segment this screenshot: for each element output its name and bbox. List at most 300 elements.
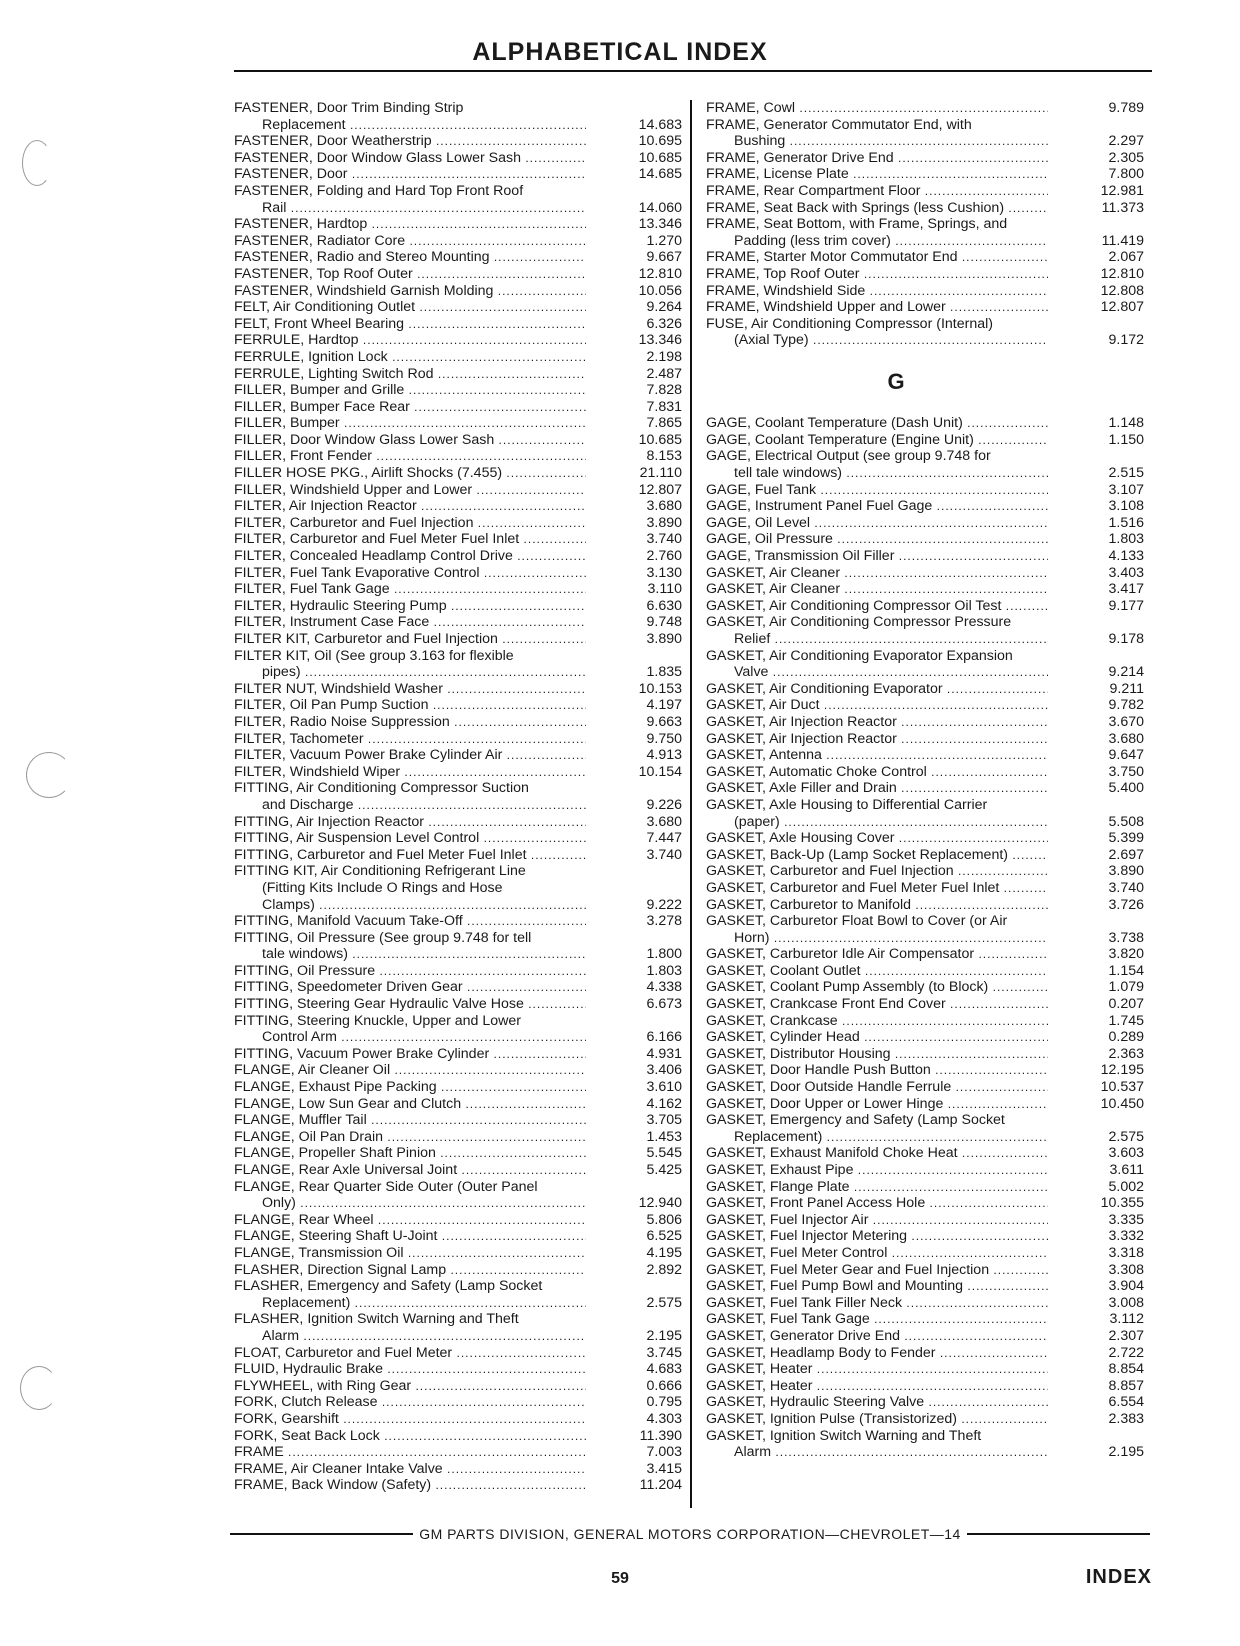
entry-text: FRAME, Rear Compartment Floor ..... xyxy=(706,183,1048,200)
index-entry xyxy=(234,1029,690,1046)
index-entry xyxy=(706,1278,1152,1295)
entry-group-number: 3.890 xyxy=(646,631,682,647)
section-letter: G xyxy=(887,369,905,395)
entry-group-number: 3.680 xyxy=(646,498,682,515)
index-entry xyxy=(706,648,1152,665)
entry-text: Replacement) ..... xyxy=(706,1129,1048,1146)
entry-group-number: 2.697 xyxy=(1108,846,1144,863)
entry-group-number: 4.197 xyxy=(646,697,682,714)
entry-text: FILTER KIT, Oil (See group 3.163 for flexible xyxy=(234,647,514,664)
footer-rule-left xyxy=(230,1533,413,1535)
index-entry xyxy=(706,233,1152,250)
punch-hole-mark xyxy=(22,140,52,186)
entry-group-number xyxy=(586,183,690,200)
entry-group-number: 0.289 xyxy=(1108,1029,1144,1046)
entry-text: FRAME, Top Roof Outer ..... xyxy=(706,266,1048,283)
entry-text: FASTENER, Top Roof Outer ..... xyxy=(234,266,586,283)
entry-text: GASKET, Exhaust Pipe ..... xyxy=(706,1162,1048,1179)
index-entry xyxy=(234,117,690,134)
entry-group-number xyxy=(1048,614,1152,631)
entry-group-number: 2.383 xyxy=(1108,1410,1144,1427)
entry-group-number: 3.680 xyxy=(1108,730,1144,747)
entry-text: GASKET, Carburetor and Fuel Meter Fuel Inlet ..... xyxy=(706,880,1048,897)
entry-text: FILTER, Fuel Tank Gage ..... xyxy=(234,581,586,598)
index-entry xyxy=(234,166,690,183)
entry-text: FASTENER, Door Window Glass Lower Sash ..... xyxy=(234,150,586,167)
entry-text: Replacement ..... xyxy=(234,117,586,134)
entry-text: Only) ..... xyxy=(234,1195,586,1212)
entry-group-number: 10.153 xyxy=(638,680,682,697)
entry-text: GASKET, Fuel Tank Filler Neck ..... xyxy=(706,1295,1048,1312)
index-entry xyxy=(234,399,690,416)
entry-text: GASKET, Fuel Injector Metering ..... xyxy=(706,1228,1048,1245)
entry-group-number: 12.810 xyxy=(638,265,682,282)
entry-text: GASKET, Air Conditioning Compressor Pressure xyxy=(706,614,1012,631)
entry-text: FRAME, License Plate ..... xyxy=(706,166,1048,183)
entry-group-number: 10.685 xyxy=(638,149,682,166)
index-entry xyxy=(706,332,1152,349)
entry-group-number: 3.611 xyxy=(1109,1162,1144,1179)
entry-group-number: 5.425 xyxy=(646,1162,682,1178)
index-entry xyxy=(706,1311,1152,1328)
entry-text: GASKET, Crankcase ..... xyxy=(706,1013,1048,1030)
entry-group-number: 3.904 xyxy=(1108,1278,1144,1295)
index-entry xyxy=(234,830,690,847)
index-entry xyxy=(234,797,690,814)
index-entry xyxy=(706,1245,1152,1262)
entry-group-number: 5.545 xyxy=(646,1145,682,1162)
entry-text: FITTING, Air Conditioning Compressor Suction xyxy=(234,780,529,797)
index-entry xyxy=(706,1444,1152,1461)
entry-text: FITTING, Carburetor and Fuel Meter Fuel Inlet ..... xyxy=(234,847,586,864)
index-entry xyxy=(706,200,1152,217)
entry-group-number: 0.666 xyxy=(646,1377,682,1394)
entry-text: FLANGE, Low Sun Gear and Clutch ..... xyxy=(234,1096,586,1113)
entry-group-number: 11.204 xyxy=(639,1477,682,1494)
entry-group-number xyxy=(586,880,690,897)
entry-group-number: 2.760 xyxy=(646,548,682,565)
index-entry xyxy=(706,1228,1152,1245)
entry-group-number: 2.515 xyxy=(1108,465,1144,482)
index-entry xyxy=(234,366,690,383)
entry-text: FLANGE, Steering Shaft U-Joint ..... xyxy=(234,1228,586,1245)
entry-group-number: 11.373 xyxy=(1101,199,1144,216)
entry-group-number: 7.828 xyxy=(646,382,682,399)
index-entry xyxy=(234,299,690,316)
entry-text: GASKET, Ignition Switch Warning and Theft xyxy=(706,1427,982,1444)
index-entry xyxy=(234,133,690,150)
index-entry xyxy=(234,731,690,748)
index-entry xyxy=(706,1129,1152,1146)
page-number: 59 xyxy=(611,1570,629,1587)
entry-text: FITTING, Vacuum Power Brake Cylinder ..... xyxy=(234,1046,586,1063)
entry-group-number: 1.745 xyxy=(1108,1012,1144,1029)
entry-text: FUSE, Air Conditioning Compressor (Internal) xyxy=(706,315,994,332)
entry-group-number: 1.803 xyxy=(1108,531,1144,548)
index-entry xyxy=(706,764,1152,781)
entry-text: FILTER, Hydraulic Steering Pump ..... xyxy=(234,598,586,615)
index-entry xyxy=(706,150,1152,167)
entry-group-number: 3.278 xyxy=(646,913,682,930)
index-entry xyxy=(234,316,690,333)
index-entry xyxy=(706,714,1152,731)
entry-group-number: 5.400 xyxy=(1108,780,1144,797)
entry-group-number xyxy=(586,1013,690,1030)
index-entry xyxy=(234,216,690,233)
entry-text: FASTENER, Door Weatherstrip ..... xyxy=(234,133,586,150)
entry-text: GASKET, Antenna ..... xyxy=(706,747,1048,764)
entry-text: GASKET, Fuel Meter Control ..... xyxy=(706,1245,1048,1262)
index-entry xyxy=(706,1345,1152,1362)
entry-text: GASKET, Front Panel Access Hole ..... xyxy=(706,1195,1048,1212)
entry-text: FILLER, Door Window Glass Lower Sash ..... xyxy=(234,432,586,449)
entry-group-number: 7.831 xyxy=(646,398,682,415)
index-entry xyxy=(234,283,690,300)
entry-group-number: 10.154 xyxy=(638,763,682,780)
index-entry xyxy=(706,1112,1152,1129)
entry-text: GASKET, Flange Plate ..... xyxy=(706,1179,1048,1196)
entry-group-number xyxy=(586,648,690,665)
index-entry xyxy=(706,614,1152,631)
entry-group-number: 3.107 xyxy=(1108,481,1144,498)
entry-text: FRAME, Cowl ..... xyxy=(706,100,1048,117)
entry-text: FITTING, Steering Gear Hydraulic Valve Hose ..... xyxy=(234,996,586,1013)
entry-text: GASKET, Distributor Housing ..... xyxy=(706,1046,1048,1063)
entry-text: (Fitting Kits Include O Rings and Hose xyxy=(262,879,503,896)
entry-text: FRAME, Windshield Side ..... xyxy=(706,283,1048,300)
entry-text: FLYWHEEL, with Ring Gear ..... xyxy=(234,1378,586,1395)
index-entry xyxy=(234,648,690,665)
entry-group-number: 14.683 xyxy=(638,116,682,133)
entry-group-number xyxy=(586,780,690,797)
index-entry xyxy=(234,963,690,980)
entry-group-number: 3.308 xyxy=(1108,1261,1144,1278)
entry-text: FRAME, Back Window (Safety) ..... xyxy=(234,1477,586,1494)
entry-group-number: 9.226 xyxy=(646,796,682,813)
index-entry xyxy=(706,1295,1152,1312)
entry-group-number: 6.326 xyxy=(646,315,682,332)
index-entry xyxy=(706,631,1152,648)
entry-group-number: 11.390 xyxy=(639,1427,682,1444)
entry-group-number: 2.195 xyxy=(646,1327,682,1344)
entry-text: Clamps) ..... xyxy=(234,897,586,914)
index-entry xyxy=(706,515,1152,532)
entry-text: GASKET, Coolant Pump Assembly (to Block) ..... xyxy=(706,979,1048,996)
index-entry xyxy=(706,415,1152,432)
entry-group-number: 9.172 xyxy=(1108,332,1144,349)
entry-group-number: 12.807 xyxy=(638,481,682,498)
entry-text: GASKET, Crankcase Front End Cover ..... xyxy=(706,996,1048,1013)
entry-text: FITTING, Speedometer Driven Gear ..... xyxy=(234,979,586,996)
index-entry xyxy=(234,200,690,217)
entry-group-number: 7.865 xyxy=(646,415,682,432)
entry-text: tell tale windows) ..... xyxy=(706,465,1048,482)
entry-group-number: 3.008 xyxy=(1108,1294,1144,1311)
entry-group-number: 3.745 xyxy=(646,1344,682,1361)
entry-text: Control Arm ..... xyxy=(234,1029,586,1046)
entry-group-number: 7.447 xyxy=(646,830,682,847)
entry-group-number: 8.153 xyxy=(646,448,682,465)
index-entry xyxy=(234,1295,690,1312)
entry-group-number: 1.800 xyxy=(646,946,682,963)
entry-group-number: 3.108 xyxy=(1108,498,1144,515)
index-entry xyxy=(234,897,690,914)
index-entry xyxy=(234,1145,690,1162)
entry-group-number: 12.810 xyxy=(1100,265,1144,282)
index-entry xyxy=(234,1096,690,1113)
index-entry xyxy=(706,814,1152,831)
index-entry xyxy=(706,100,1152,117)
index-entry xyxy=(234,1195,690,1212)
punch-hole-mark xyxy=(20,1366,58,1410)
entry-text: FILTER, Air Injection Reactor ..... xyxy=(234,498,586,515)
index-entry xyxy=(234,1212,690,1229)
entry-text: GASKET, Air Conditioning Evaporator Expansion xyxy=(706,647,1013,664)
entry-text: FLANGE, Muffler Tail ..... xyxy=(234,1112,586,1129)
entry-text: GASKET, Exhaust Manifold Choke Heat ..... xyxy=(706,1145,1048,1162)
entry-text: GAGE, Oil Level ..... xyxy=(706,515,1048,532)
index-entry xyxy=(234,233,690,250)
entry-group-number: 1.150 xyxy=(1108,431,1144,448)
entry-text: FERRULE, Lighting Switch Rod ..... xyxy=(234,366,586,383)
entry-text: FILTER, Radio Noise Suppression ..... xyxy=(234,714,586,731)
index-entry xyxy=(234,1411,690,1428)
entry-text: GAGE, Electrical Output (see group 9.748 for xyxy=(706,448,991,465)
entry-text: FLASHER, Emergency and Safety (Lamp Socket xyxy=(234,1278,543,1295)
entry-group-number: 9.782 xyxy=(1108,697,1144,714)
entry-group-number: 1.154 xyxy=(1108,962,1144,979)
entry-text: FLASHER, Ignition Switch Warning and Theft xyxy=(234,1311,519,1328)
entry-text: GASKET, Coolant Outlet ..... xyxy=(706,963,1048,980)
entry-group-number: 2.575 xyxy=(646,1294,682,1311)
index-entry xyxy=(706,996,1152,1013)
index-entry xyxy=(234,780,690,797)
entry-group-number: 9.789 xyxy=(1108,100,1144,116)
entry-text: FILTER KIT, Carburetor and Fuel Injection ..... xyxy=(234,631,586,648)
index-entry xyxy=(234,1461,690,1478)
entry-group-number: 3.406 xyxy=(646,1062,682,1079)
entry-text: GASKET, Generator Drive End ..... xyxy=(706,1328,1048,1345)
entry-group-number xyxy=(1048,117,1152,134)
entry-text: GASKET, Door Outside Handle Ferrule ..... xyxy=(706,1079,1048,1096)
entry-text: FILTER NUT, Windshield Washer ..... xyxy=(234,681,586,698)
index-entry xyxy=(234,432,690,449)
entry-group-number: 3.680 xyxy=(646,813,682,830)
entry-text: FILTER, Concealed Headlamp Control Drive ..... xyxy=(234,548,586,565)
entry-text: FRAME, Air Cleaner Intake Valve ..... xyxy=(234,1461,586,1478)
index-entry xyxy=(234,100,690,117)
entry-group-number: 5.508 xyxy=(1108,813,1144,830)
entry-group-number: 3.705 xyxy=(646,1112,682,1129)
entry-group-number: 14.685 xyxy=(638,166,682,183)
index-entry xyxy=(706,963,1152,980)
entry-text: FILTER, Oil Pan Pump Suction ..... xyxy=(234,697,586,714)
entry-group-number: 9.750 xyxy=(646,730,682,747)
entry-text: GASKET, Emergency and Safety (Lamp Socket xyxy=(706,1112,1005,1129)
index-entry xyxy=(234,415,690,432)
entry-text: FASTENER, Windshield Garnish Molding ..... xyxy=(234,283,586,300)
entry-text: FILTER, Vacuum Power Brake Cylinder Air ..... xyxy=(234,747,586,764)
entry-text: GASKET, Cylinder Head ..... xyxy=(706,1029,1048,1046)
index-entry xyxy=(234,598,690,615)
index-entry xyxy=(706,1212,1152,1229)
entry-text: FLOAT, Carburetor and Fuel Meter ..... xyxy=(234,1345,586,1362)
entry-group-number: 4.683 xyxy=(646,1361,682,1378)
entry-text: GASKET, Air Duct ..... xyxy=(706,697,1048,714)
entry-text: FILLER, Bumper ..... xyxy=(234,415,586,432)
entry-group-number: 3.750 xyxy=(1108,763,1144,780)
entry-text: GASKET, Fuel Injector Air ..... xyxy=(706,1212,1048,1229)
entry-group-number: 5.399 xyxy=(1108,830,1144,847)
index-entry xyxy=(706,299,1152,316)
index-entry xyxy=(234,548,690,565)
entry-text: FITTING, Manifold Vacuum Take-Off ..... xyxy=(234,913,586,930)
entry-text: FILTER, Carburetor and Fuel Meter Fuel Inlet ..... xyxy=(234,531,586,548)
entry-text: GASKET, Heater ..... xyxy=(706,1378,1048,1395)
entry-group-number: 3.740 xyxy=(646,531,682,548)
entry-text: FERRULE, Hardtop ..... xyxy=(234,332,586,349)
index-entry xyxy=(234,382,690,399)
entry-text: FITTING KIT, Air Conditioning Refrigerant Line xyxy=(234,863,526,880)
entry-text: GAGE, Coolant Temperature (Dash Unit) ..... xyxy=(706,415,1048,432)
index-entry xyxy=(234,913,690,930)
entry-text: FLANGE, Oil Pan Drain ..... xyxy=(234,1129,586,1146)
index-entry xyxy=(234,515,690,532)
index-entry xyxy=(706,133,1152,150)
entry-text: FRAME, Generator Drive End ..... xyxy=(706,150,1048,167)
entry-text: pipes) ..... xyxy=(234,664,586,681)
entry-text: FLANGE, Rear Axle Universal Joint ..... xyxy=(234,1162,586,1179)
entry-group-number: 2.305 xyxy=(1108,149,1144,166)
index-entry xyxy=(234,814,690,831)
entry-group-number: 3.740 xyxy=(646,846,682,863)
index-entry xyxy=(234,465,690,482)
index-entry xyxy=(234,764,690,781)
index-entry xyxy=(706,1145,1152,1162)
entry-text: FASTENER, Hardtop ..... xyxy=(234,216,586,233)
entry-group-number: 6.166 xyxy=(646,1029,682,1046)
entry-text: FRAME, Starter Motor Commutator End ..... xyxy=(706,249,1048,266)
index-entry xyxy=(234,631,690,648)
index-entry xyxy=(706,930,1152,947)
entry-group-number xyxy=(1048,648,1152,665)
index-entry xyxy=(234,1328,690,1345)
title-rule xyxy=(234,70,1152,72)
index-entry xyxy=(234,1477,690,1494)
index-entry xyxy=(706,249,1152,266)
index-entry xyxy=(706,830,1152,847)
entry-text: (Axial Type) ..... xyxy=(706,332,1048,349)
entry-text: FLASHER, Direction Signal Lamp ..... xyxy=(234,1262,586,1279)
entry-group-number xyxy=(1048,913,1152,930)
index-entry xyxy=(234,565,690,582)
entry-group-number: 1.453 xyxy=(646,1128,682,1145)
entry-group-number: 3.130 xyxy=(646,564,682,581)
entry-text: GASKET, Fuel Pump Bowl and Mounting ..... xyxy=(706,1278,1048,1295)
entry-group-number: 13.346 xyxy=(638,216,682,233)
entry-text: GASKET, Heater ..... xyxy=(706,1361,1048,1378)
index-entry xyxy=(706,482,1152,499)
entry-group-number: 1.148 xyxy=(1108,415,1144,432)
entry-group-number: 4.162 xyxy=(646,1095,682,1112)
entry-group-number: 9.178 xyxy=(1108,631,1144,648)
entry-group-number: 3.318 xyxy=(1108,1244,1144,1261)
index-entry xyxy=(234,332,690,349)
entry-group-number: 9.214 xyxy=(1108,664,1144,681)
entry-text: FORK, Gearshift ..... xyxy=(234,1411,586,1428)
entry-text: FILTER, Tachometer ..... xyxy=(234,731,586,748)
entry-group-number xyxy=(586,100,690,117)
index-entry xyxy=(706,747,1152,764)
index-entry xyxy=(706,1029,1152,1046)
entry-group-number: 3.670 xyxy=(1108,713,1144,730)
entry-group-number: 3.417 xyxy=(1108,581,1144,598)
entry-text: FLANGE, Rear Wheel ..... xyxy=(234,1212,586,1229)
entry-group-number: 3.335 xyxy=(1108,1211,1144,1228)
entry-text: Rail ..... xyxy=(234,200,586,217)
index-entry xyxy=(706,1179,1152,1196)
entry-group-number: 0.795 xyxy=(646,1394,682,1411)
footer xyxy=(230,1526,1150,1542)
entry-text: FASTENER, Door Trim Binding Strip xyxy=(234,100,464,116)
entry-group-number xyxy=(1048,448,1152,465)
index-entry xyxy=(234,847,690,864)
entry-group-number: 13.346 xyxy=(638,332,682,349)
index-entry xyxy=(234,183,690,200)
entry-group-number: 4.195 xyxy=(646,1244,682,1261)
entry-text: FRAME, Windshield Upper and Lower ..... xyxy=(706,299,1048,316)
index-entry xyxy=(234,1311,690,1328)
entry-group-number: 9.647 xyxy=(1108,747,1144,764)
entry-text: FASTENER, Folding and Hard Top Front Roof xyxy=(234,182,524,199)
entry-group-number: 3.415 xyxy=(646,1460,682,1477)
index-entry xyxy=(706,1046,1152,1063)
entry-text: Valve ..... xyxy=(706,664,1048,681)
index-entry xyxy=(234,1013,690,1030)
entry-text: FASTENER, Radio and Stereo Mounting ..... xyxy=(234,249,586,266)
index-entry xyxy=(706,1328,1152,1345)
entry-group-number: 12.981 xyxy=(1100,182,1144,199)
entry-group-number: 10.450 xyxy=(1100,1095,1144,1112)
entry-group-number: 3.112 xyxy=(1109,1311,1144,1328)
entry-text: (paper) ..... xyxy=(706,814,1048,831)
punch-hole-mark xyxy=(26,752,72,798)
entry-text: GASKET, Air Injection Reactor ..... xyxy=(706,714,1048,731)
entry-text: GASKET, Back-Up (Lamp Socket Replacement) ..... xyxy=(706,847,1048,864)
entry-group-number: 10.695 xyxy=(638,133,682,150)
entry-group-number: 3.110 xyxy=(647,581,682,598)
entry-text: FERRULE, Ignition Lock ..... xyxy=(234,349,586,366)
entry-group-number: 3.403 xyxy=(1108,564,1144,581)
index-entry xyxy=(706,880,1152,897)
entry-group-number xyxy=(586,1179,690,1196)
entry-group-number: 2.722 xyxy=(1108,1344,1144,1361)
index-entry xyxy=(234,1245,690,1262)
entry-group-number: 6.525 xyxy=(646,1228,682,1245)
entry-group-number: 8.854 xyxy=(1108,1361,1144,1378)
index-entry xyxy=(706,1013,1152,1030)
entry-text: Replacement) ..... xyxy=(234,1295,586,1312)
entry-text: Relief ..... xyxy=(706,631,1048,648)
entry-group-number: 3.740 xyxy=(1108,879,1144,896)
index-entry xyxy=(706,897,1152,914)
index-entry xyxy=(706,548,1152,565)
entry-text: GASKET, Headlamp Body to Fender ..... xyxy=(706,1345,1048,1362)
index-entry xyxy=(234,863,690,880)
index-entry xyxy=(706,598,1152,615)
entry-text: GAGE, Oil Pressure ..... xyxy=(706,531,1048,548)
index-entry xyxy=(234,266,690,283)
